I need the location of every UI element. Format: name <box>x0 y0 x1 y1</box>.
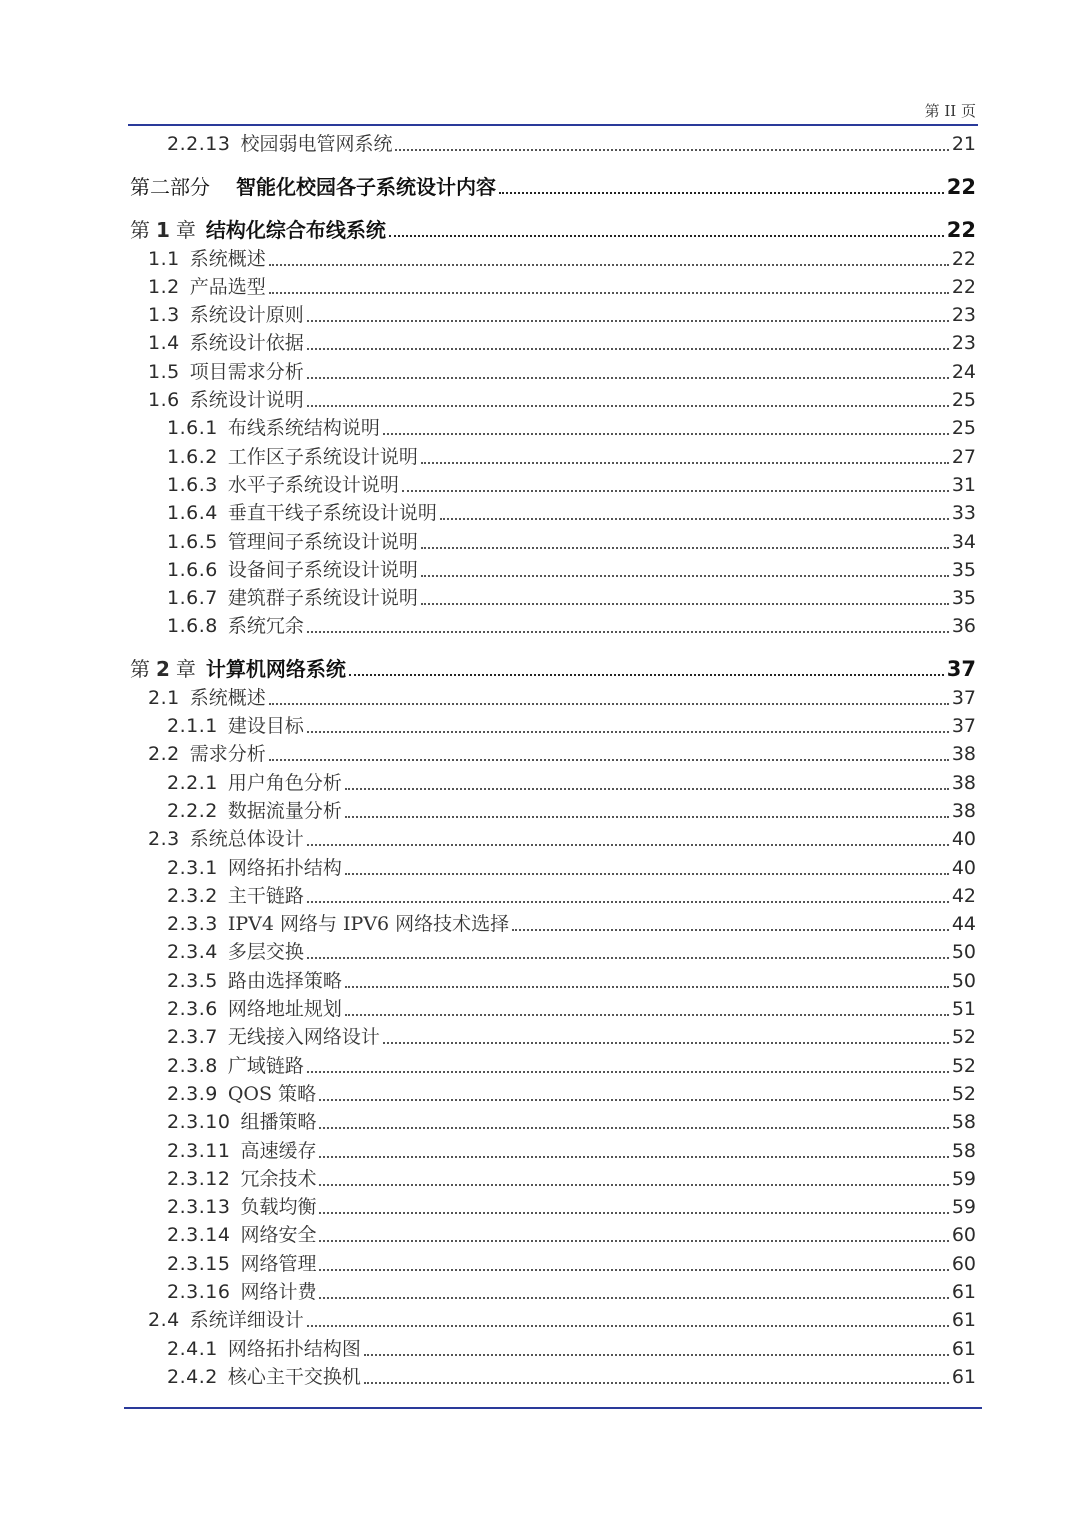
dot-leader <box>421 462 949 464</box>
entry-number: 2.4.1 <box>167 1337 218 1360</box>
entry-page: 21 <box>951 133 976 156</box>
entry-page: 52 <box>951 1026 976 1049</box>
entry-page: 50 <box>951 941 976 964</box>
entry-title: 网络地址规划 <box>227 998 342 1021</box>
toc-entry[interactable] <box>130 1249 976 1277</box>
dot-leader <box>319 1156 948 1158</box>
entry-number: 1.6.6 <box>167 558 218 581</box>
dot-leader <box>307 1071 949 1073</box>
chapter-prefix: 第 <box>130 218 150 243</box>
entry-title: 建筑群子系统设计说明 <box>227 587 418 610</box>
entry-page: 60 <box>951 1252 976 1275</box>
entry-page: 34 <box>951 530 976 553</box>
dot-leader <box>307 731 949 733</box>
entry-page: 27 <box>951 445 976 468</box>
entry-title: 系统冗余 <box>227 615 304 638</box>
entry-title: 管理间子系统设计说明 <box>227 530 418 553</box>
dot-leader <box>319 1297 948 1299</box>
entry-number: 2.3.16 <box>167 1280 231 1303</box>
entry-title: 产品选型 <box>189 275 266 298</box>
header-rule <box>128 124 978 126</box>
entry-page: 59 <box>951 1196 976 1219</box>
dot-leader <box>319 1269 948 1271</box>
entry-page: 60 <box>951 1224 976 1247</box>
entry-page: 36 <box>951 615 976 638</box>
dot-leader <box>307 901 949 903</box>
entry-page: 37 <box>951 715 976 738</box>
toc-entry[interactable] <box>130 244 976 272</box>
chapter-page: 22 <box>946 218 976 243</box>
entry-title: 系统设计依据 <box>189 332 304 355</box>
toc-entry[interactable] <box>130 1080 976 1108</box>
dot-leader <box>440 518 949 520</box>
toc-entry[interactable] <box>130 1306 976 1334</box>
toc-entry[interactable] <box>130 1334 976 1362</box>
chapter-title: 结构化综合布线系统 <box>205 218 386 243</box>
entry-title: 网络安全 <box>240 1224 317 1247</box>
entry-number: 1.6.2 <box>167 445 218 468</box>
entry-number: 2.3.5 <box>167 969 218 992</box>
toc-entry[interactable] <box>130 768 976 796</box>
toc-entry[interactable] <box>130 1363 976 1391</box>
entry-title: 系统概述 <box>189 686 266 709</box>
entry-page: 40 <box>951 828 976 851</box>
entry-title: 网络计费 <box>240 1280 317 1303</box>
entry-title: 系统设计说明 <box>189 389 304 412</box>
toc-entry[interactable] <box>130 1221 976 1249</box>
toc-entry[interactable] <box>130 301 976 329</box>
entry-title: 项目需求分析 <box>189 360 304 383</box>
entry-page: 25 <box>951 389 976 412</box>
entry-title: 工作区子系统设计说明 <box>227 445 418 468</box>
entry-number: 2.3.15 <box>167 1252 231 1275</box>
entry-page: 24 <box>951 360 976 383</box>
toc-entry[interactable] <box>130 938 976 966</box>
entry-title: 需求分析 <box>189 743 266 766</box>
dot-leader <box>307 320 949 322</box>
dot-leader <box>364 1382 949 1384</box>
dot-leader <box>345 788 949 790</box>
toc-entry[interactable] <box>130 584 976 612</box>
entry-number: 2.3.11 <box>167 1139 231 1162</box>
entry-number: 2.2.2 <box>167 799 218 822</box>
entry-page: 52 <box>951 1054 976 1077</box>
toc-entry[interactable] <box>130 797 976 825</box>
dot-leader <box>307 957 949 959</box>
entry-title: IPV4 网络与 IPV6 网络技术选择 <box>227 913 510 936</box>
toc-entry[interactable] <box>130 130 976 158</box>
dot-leader <box>364 1354 949 1356</box>
toc-entry[interactable] <box>130 386 976 414</box>
entry-number: 2.1.1 <box>167 715 218 738</box>
entry-title: 无线接入网络设计 <box>227 1026 380 1049</box>
entry-number: 1.5 <box>148 360 180 383</box>
entry-title: 系统总体设计 <box>189 828 304 851</box>
dot-leader <box>307 377 949 379</box>
entry-page: 52 <box>951 1082 976 1105</box>
dot-leader <box>307 631 949 633</box>
entry-page: 38 <box>951 799 976 822</box>
entry-title: 系统设计原则 <box>189 304 304 327</box>
toc-chapter-1-heading[interactable] <box>130 216 976 244</box>
entry-page: 51 <box>951 998 976 1021</box>
entry-number: 2.3.1 <box>167 856 218 879</box>
entry-page: 38 <box>951 743 976 766</box>
entry-number: 2.3.8 <box>167 1054 218 1077</box>
entry-page: 61 <box>951 1337 976 1360</box>
toc-entry[interactable] <box>130 1023 976 1051</box>
chapter-2-entries <box>130 683 976 1390</box>
entry-page: 22 <box>951 275 976 298</box>
entry-title: 多层交换 <box>227 941 304 964</box>
toc-entry[interactable] <box>130 612 976 640</box>
entry-number: 1.6.8 <box>167 615 218 638</box>
entry-title: 广域链路 <box>227 1054 304 1077</box>
toc-entry[interactable] <box>130 853 976 881</box>
dot-leader <box>307 405 949 407</box>
dot-leader <box>383 433 949 435</box>
entry-number: 1.6.1 <box>167 417 218 440</box>
entry-number: 1.4 <box>148 332 180 355</box>
entry-number: 1.6.4 <box>167 502 218 525</box>
entry-page: 61 <box>951 1365 976 1388</box>
toc-entry[interactable] <box>130 825 976 853</box>
dot-leader <box>307 1325 949 1327</box>
entry-page: 44 <box>951 913 976 936</box>
toc-entry[interactable] <box>130 442 976 470</box>
toc-entry[interactable] <box>130 882 976 910</box>
entry-page: 38 <box>951 771 976 794</box>
entry-number: 2.3.7 <box>167 1026 218 1049</box>
entry-title: 校园弱电管网系统 <box>240 133 393 156</box>
entry-page: 42 <box>951 884 976 907</box>
entry-page: 33 <box>951 502 976 525</box>
entry-title: 核心主干交换机 <box>227 1365 361 1388</box>
toc-entry[interactable] <box>130 712 976 740</box>
entry-page: 31 <box>951 473 976 496</box>
entry-number: 2.3.12 <box>167 1167 231 1190</box>
dot-leader <box>345 986 949 988</box>
entry-number: 2.3 <box>148 828 180 851</box>
entry-number: 2.3.9 <box>167 1082 218 1105</box>
entry-page: 25 <box>951 417 976 440</box>
part-title: 智能化校园各子系统设计内容 <box>236 175 496 200</box>
part-label: 第二部分 <box>130 175 210 200</box>
dot-leader <box>349 674 944 676</box>
entry-page: 35 <box>951 558 976 581</box>
dot-leader <box>319 1240 948 1242</box>
chapter-number: 2 <box>156 657 170 682</box>
entry-title: 系统概述 <box>189 247 266 270</box>
entry-title: 网络管理 <box>240 1252 317 1275</box>
entry-title: 数据流量分析 <box>227 799 342 822</box>
entry-number: 1.6 <box>148 389 180 412</box>
entry-page: 59 <box>951 1167 976 1190</box>
toc-entry[interactable] <box>130 1108 976 1136</box>
chapter-suffix: 章 <box>175 657 196 682</box>
toc-entry[interactable] <box>130 995 976 1023</box>
entry-page: 61 <box>951 1309 976 1332</box>
dot-leader <box>421 547 949 549</box>
entry-number: 1.1 <box>148 247 180 270</box>
entry-number: 1.3 <box>148 304 180 327</box>
toc-entry[interactable] <box>130 273 976 301</box>
toc-entry[interactable] <box>130 966 976 994</box>
chapter-prefix: 第 <box>130 657 150 682</box>
entry-number: 2.3.13 <box>167 1196 231 1219</box>
entry-number: 1.6.7 <box>167 587 218 610</box>
entry-number: 2.1 <box>148 686 180 709</box>
toc-entry[interactable] <box>130 683 976 711</box>
entry-title: 负载均衡 <box>240 1196 317 1219</box>
dot-leader <box>512 929 949 931</box>
dot-leader <box>421 575 949 577</box>
entry-number: 2.3.2 <box>167 884 218 907</box>
toc-entry[interactable] <box>130 1278 976 1306</box>
entry-number: 1.2 <box>148 275 180 298</box>
table-of-contents <box>130 130 976 1391</box>
entry-page: 61 <box>951 1280 976 1303</box>
dot-leader <box>421 603 949 605</box>
chapter-1-entries <box>130 244 976 640</box>
dot-leader <box>389 235 944 237</box>
chapter-number: 1 <box>156 218 170 243</box>
toc-entry[interactable] <box>130 556 976 584</box>
entry-number: 1.6.3 <box>167 473 218 496</box>
dot-leader <box>499 192 944 194</box>
dot-leader <box>319 1184 948 1186</box>
chapter-title: 计算机网络系统 <box>205 657 346 682</box>
entry-title: 冗余技术 <box>240 1167 317 1190</box>
entry-number: 2.2.1 <box>167 771 218 794</box>
entry-number: 2.4 <box>148 1309 180 1332</box>
entry-page: 58 <box>951 1139 976 1162</box>
toc-entry[interactable] <box>130 527 976 555</box>
entry-title: 高速缓存 <box>240 1139 317 1162</box>
page-number-header: 第 II 页 <box>924 102 976 120</box>
entry-page: 40 <box>951 856 976 879</box>
entry-number: 2.2.13 <box>167 133 231 156</box>
entry-number: 2.2 <box>148 743 180 766</box>
entry-number: 2.3.3 <box>167 913 218 936</box>
dot-leader <box>319 1212 948 1214</box>
toc-part-heading[interactable] <box>130 173 976 201</box>
entry-title: 建设目标 <box>227 715 304 738</box>
entry-page: 37 <box>951 686 976 709</box>
entry-title: 水平子系统设计说明 <box>227 473 399 496</box>
toc-entry[interactable] <box>130 329 976 357</box>
entry-page: 50 <box>951 969 976 992</box>
entry-number: 2.3.6 <box>167 998 218 1021</box>
entry-title: 系统详细设计 <box>189 1309 304 1332</box>
dot-leader <box>345 873 949 875</box>
entry-number: 2.3.10 <box>167 1111 231 1134</box>
dot-leader <box>319 1099 949 1101</box>
dot-leader <box>307 348 949 350</box>
toc-entry[interactable] <box>130 1165 976 1193</box>
entry-title: 网络拓扑结构图 <box>227 1337 361 1360</box>
toc-entry[interactable] <box>130 910 976 938</box>
footer-rule <box>124 1407 982 1409</box>
toc-pre-entries <box>130 130 976 158</box>
toc-entry[interactable] <box>130 414 976 442</box>
entry-title: 路由选择策略 <box>227 969 342 992</box>
dot-leader <box>345 816 949 818</box>
entry-page: 35 <box>951 587 976 610</box>
dot-leader <box>269 292 949 294</box>
entry-page: 23 <box>951 332 976 355</box>
entry-title: QOS 策略 <box>227 1082 317 1105</box>
toc-entry[interactable] <box>130 740 976 768</box>
entry-title: 用户角色分析 <box>227 771 342 794</box>
entry-page: 58 <box>951 1111 976 1134</box>
dot-leader <box>269 264 949 266</box>
dot-leader <box>307 844 949 846</box>
part-page: 22 <box>946 175 976 200</box>
chapter-suffix: 章 <box>175 218 196 243</box>
entry-number: 2.3.4 <box>167 941 218 964</box>
entry-number: 2.3.14 <box>167 1224 231 1247</box>
entry-title: 组播策略 <box>240 1111 317 1134</box>
entry-page: 23 <box>951 304 976 327</box>
entry-title: 布线系统结构说明 <box>227 417 380 440</box>
dot-leader <box>345 1014 949 1016</box>
dot-leader <box>383 1042 949 1044</box>
entry-title: 设备间子系统设计说明 <box>227 558 418 581</box>
toc-entry[interactable] <box>130 357 976 385</box>
toc-entry[interactable] <box>130 499 976 527</box>
toc-chapter-2-heading[interactable] <box>130 655 976 683</box>
entry-number: 1.6.5 <box>167 530 218 553</box>
chapter-page: 37 <box>946 657 976 682</box>
toc-entry[interactable] <box>130 471 976 499</box>
entry-page: 22 <box>951 247 976 270</box>
dot-leader <box>269 759 949 761</box>
dot-leader <box>395 149 948 151</box>
toc-entry[interactable] <box>130 1193 976 1221</box>
entry-title: 垂直干线子系统设计说明 <box>227 502 437 525</box>
dot-leader <box>402 490 949 492</box>
toc-entry[interactable] <box>130 1136 976 1164</box>
dot-leader <box>269 703 949 705</box>
entry-title: 网络拓扑结构 <box>227 856 342 879</box>
entry-number: 2.4.2 <box>167 1365 218 1388</box>
toc-entry[interactable] <box>130 1051 976 1079</box>
entry-title: 主干链路 <box>227 884 304 907</box>
dot-leader <box>319 1127 948 1129</box>
